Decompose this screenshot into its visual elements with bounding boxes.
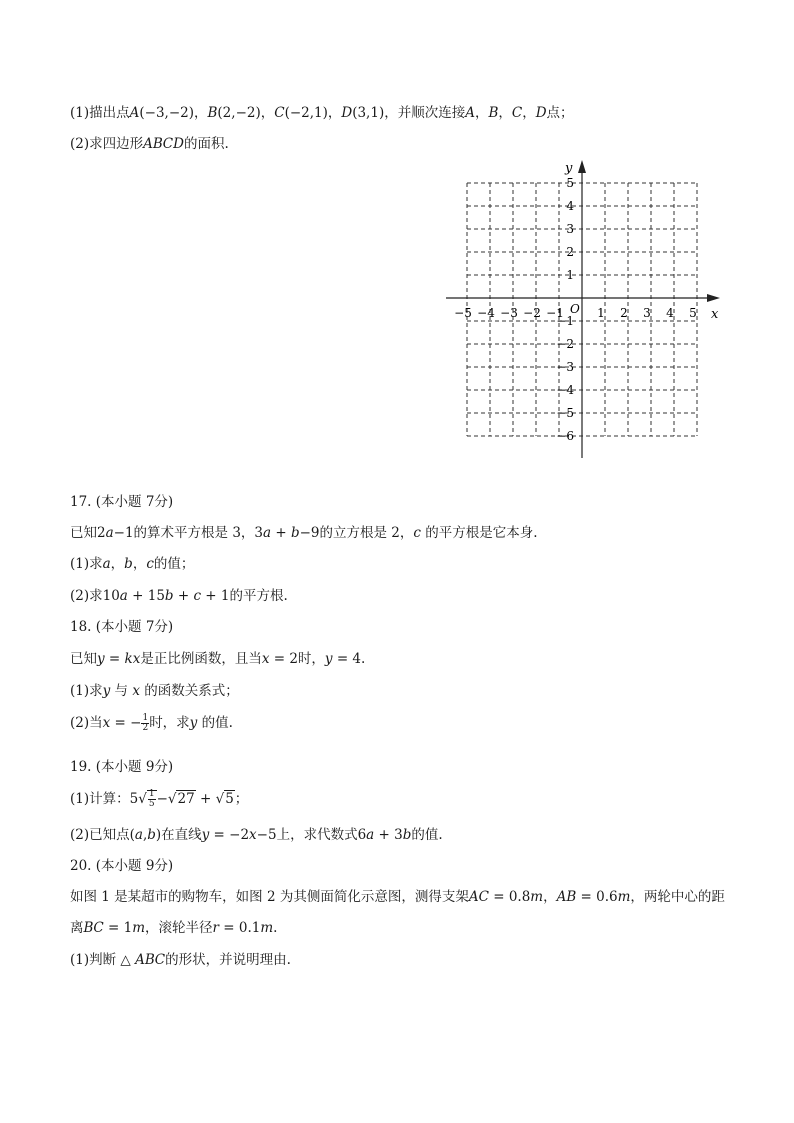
x-tick-label: 2 (620, 306, 628, 320)
y-axis-arrow-icon (578, 160, 586, 173)
x-axis-label: 𝑥 (711, 307, 719, 322)
y-tick-label: −3 (556, 360, 574, 374)
y-tick-label: 4 (566, 199, 574, 213)
problem17-part2: (2)求10𝑎 + 15𝑏 + 𝑐 + 1的平方根. (70, 588, 288, 604)
problem19-header: 19. (本小题 9分) (70, 759, 174, 775)
fraction-one-half: $\frac{1}{2}$ (142, 713, 149, 733)
x-tick-label: −3 (500, 306, 518, 320)
y-tick-label: −1 (556, 314, 574, 328)
problem19-part2: (2)已知点(𝑎,𝑏)在直线𝑦 = −2𝑥−5上，求代数式6𝑎 + 3𝑏的值. (70, 827, 443, 843)
problem17-stem: 已知2𝑎−1的算术平方根是 3，3𝑎 + 𝑏−9的立方根是 2，𝑐 的平方根是它本身. (70, 525, 538, 541)
problem20-stem-line2: 离𝐵𝐶 = 1𝑚，滚轮半径𝑟 = 0.1𝑚. (70, 920, 278, 936)
y-tick-label: −2 (556, 337, 574, 351)
y-tick-label: −6 (556, 429, 574, 443)
problem16-part2: (2)求四边形𝐴𝐵𝐶𝐷的面积. (70, 136, 229, 152)
x-axis-arrow-icon (707, 294, 720, 302)
x-tick-label: 1 (597, 306, 605, 320)
x-tick-label: −4 (477, 306, 495, 320)
problem20-part1: (1)判断 △ 𝐴𝐵𝐶的形状，并说明理由. (70, 952, 291, 968)
problem17-part1: (1)求𝑎，𝑏，𝑐的值； (70, 556, 195, 572)
problem18-part2: (2)当𝑥 = − $\frac{1}{2}$ 时，求𝑦 的值. (70, 713, 233, 733)
y-tick-label: −5 (556, 406, 574, 420)
x-tick-label: 4 (666, 306, 674, 320)
problem18-stem: 已知𝑦 = 𝑘𝑥是正比例函数，且当𝑥 = 2时，𝑦 = 4. (70, 651, 366, 667)
y-tick-label: 3 (566, 222, 574, 236)
problem17-header: 17. (本小题 7分) (70, 494, 174, 510)
x-tick-label: −1 (546, 306, 564, 320)
fraction-one-fifth: $\frac{1}{5}$ (148, 789, 155, 809)
problem20-stem-line1: 如图 1 是某超市的购物车，如图 2 为其侧面简化示意图，测得支架𝐴𝐶 = 0.8𝑚，𝐴𝐵 = 0.6𝑚，两轮中心的距 (70, 889, 725, 905)
problem16-part1: (1)描出点𝐴(−3,−2)，𝐵(2,−2)，𝐶(−2,1)，𝐷(3,1)，并顺次连接𝐴，𝐵，𝐶，𝐷点； (70, 105, 574, 121)
y-tick-label: 1 (566, 268, 574, 282)
x-tick-label: 5 (689, 306, 697, 320)
x-tick-label: −2 (523, 306, 541, 320)
problem19-part1: (1)计算：5√ $\frac{1}{5}$ −√27 + √5； (70, 789, 249, 809)
x-tick-label: 3 (643, 306, 651, 320)
y-tick-label: −4 (556, 383, 574, 397)
problem20-header: 20. (本小题 9分) (70, 858, 174, 874)
problem18-part1: (1)求𝑦 与 𝑥 的函数关系式； (70, 683, 239, 699)
problem18-header: 18. (本小题 7分) (70, 619, 174, 635)
y-tick-label: 5 (566, 176, 574, 190)
origin-label: 𝑂 (570, 302, 580, 316)
y-tick-label: 2 (566, 245, 574, 259)
x-tick-label: −5 (454, 306, 472, 320)
y-axis-label: 𝑦 (565, 161, 573, 176)
